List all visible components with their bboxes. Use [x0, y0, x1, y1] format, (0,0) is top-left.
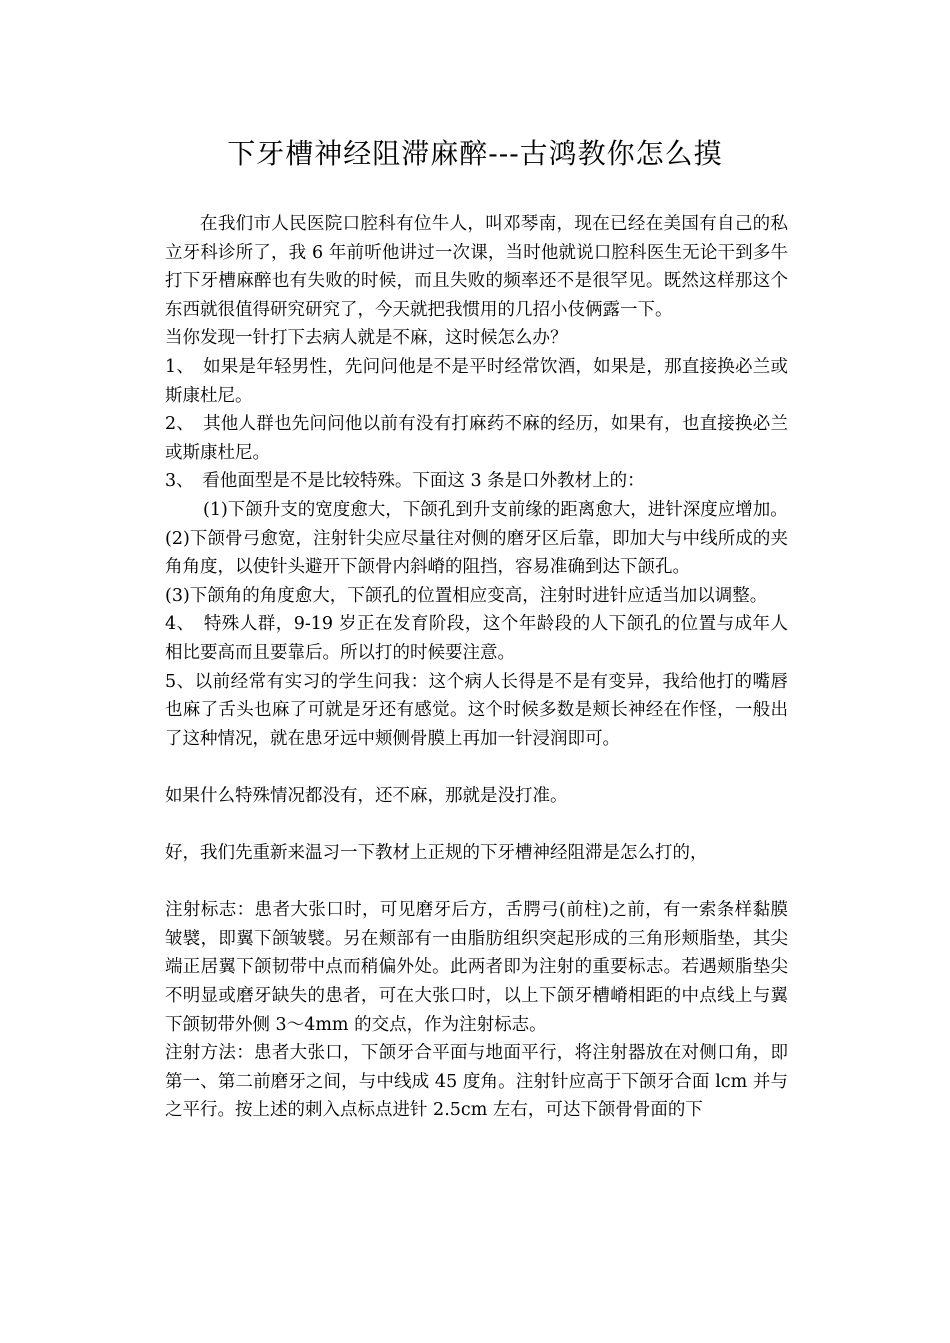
injection-method-paragraph: 注射方法：患者大张口，下颌牙合平面与地面平行，将注射器放在对侧口角，即第一、第二前磨牙之间，与中线成 45 度角。注射针应高于下颌牙合面 lcm 并与之平行。按上述的刺入点标点进针 2.5cm 左右，可达下颌骨骨面的下 — [165, 1043, 788, 1121]
list-item-1: 1、 如果是年轻男性，先问问他是不是平时经常饮酒，如果是，那直接换必兰或斯康杜尼。 — [165, 356, 788, 406]
blank-line — [165, 868, 788, 897]
missed-injection-paragraph: 如果什么特殊情况都没有，还不麻，那就是没打准。 — [165, 785, 568, 806]
document-body — [165, 210, 788, 1125]
intro-paragraph: 在我们市人民医院口腔科有位牛人，叫邓琴南，现在已经在美国有自己的私立牙科诊所了，我 6 年前听他讲过一次课，当时他就说口腔科医生无论干到多牛打下牙槽麻醉也有失败的时候，而且失败的频率还不是很罕见。既然这样那这个东西就很值得研究研究了，今天就把我惯用的几招小伎俩露一下。 — [165, 214, 788, 320]
review-paragraph: 好，我们先重新来温习一下教材上正规的下牙槽神经阻滞是怎么打的， — [165, 843, 708, 864]
sub-item-1: (1)下颌升支的宽度愈大，下颌孔到升支前缘的距离愈大，进针深度应增加。 — [203, 499, 788, 520]
injection-landmark-paragraph: 注射标志：患者大张口时，可见磨牙后方，舌腭弓(前柱)之前，有一索条样黏膜皱襞，即翼下颌皱襞。另在颊部有一由脂肪组织突起形成的三角形颊脂垫，其尖端正居翼下颌韧带中点而稍偏外处。此两者即为注射的重要标志。若遇颊脂垫尖不明显或磨牙缺失的患者，可在大张口时，以上下颌牙槽嵴相距的中点线上与翼下颌韧带外侧 3～4mm 的交点，作为注射标志。 — [165, 900, 788, 1035]
list-item-5: 5、以前经常有实习的学生问我：这个病人长得是不是有变异，我给他打的嘴唇也麻了舌头也麻了可就是牙还有感觉。这个时候多数是颊长神经在作怪，一般出了这种情况，就在患牙远中颊侧骨膜上再加一针浸润即可。 — [165, 671, 788, 749]
blank-line — [165, 810, 788, 839]
sub-item-3: (3)下颌角的角度愈大，下颌孔的位置相应变高，注射时进针应适当加以调整。 — [165, 585, 768, 606]
list-item-4: 4、 特殊人群，9-19 岁正在发育阶段，这个年龄段的人下颌孔的位置与成年人相比要高而且要靠后。所以打的时候要注意。 — [165, 614, 788, 663]
list-item-2: 2、 其他人群也先问问他以前有没有打麻药不麻的经历，如果有，也直接换必兰或斯康杜尼。 — [165, 414, 788, 463]
document-title: 下牙槽神经阻滞麻醉---古鸿教你怎么摸 — [227, 137, 723, 170]
sub-item-2: (2)下颌骨弓愈宽，注射针尖应尽量往对侧的磨牙区后靠，即加大与中线所成的夹角角度，以使针头避开下颌骨内斜嵴的阻挡，容易准确到达下颌孔。 — [165, 528, 788, 578]
blank-line — [165, 753, 788, 782]
question-paragraph: 当你发现一针打下去病人就是不麻，这时候怎么办？ — [165, 328, 568, 349]
list-item-3: 3、 看他面型是不是比较特殊。下面这 3 条是口外教材上的： — [165, 471, 645, 492]
